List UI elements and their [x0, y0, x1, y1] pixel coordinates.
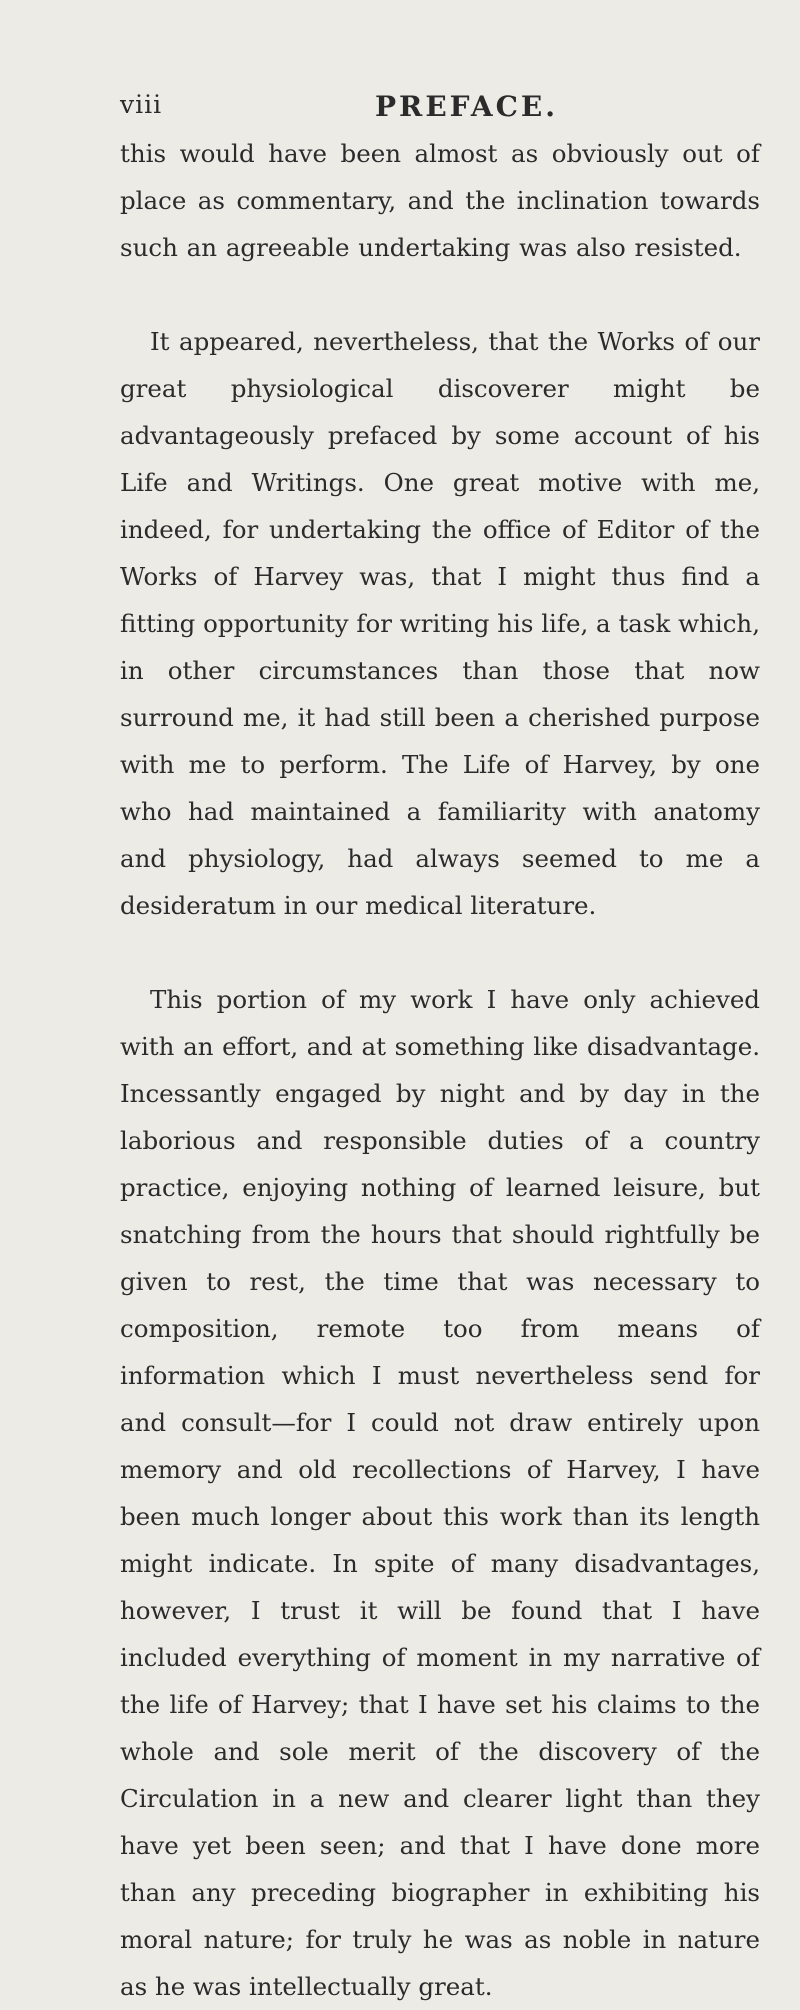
running-head: PREFACE. [375, 90, 559, 123]
paragraph-1: this would have been almost as obviously out of place as commentary, and the inclination towards such an agreeable undertaking was also resisted. [120, 139, 760, 262]
paragraph-3: This portion of my work I have only achieved with an effort, and at something like disadvantage. Incessantly engaged by night and by day in the laborious and responsible duties of a country practice, enjoying nothing of learned leisure, but snatching from the hours that should rightfully be given to rest, the time that was necessary to composition, remote too from means of information which I must nevertheless send for and consult—for I could not draw entirely upon memory and old recollections of Harvey, I have been much longer about this work than its length might indicate. In spite of many disadvantages, however, I trust it will be found that I have included everything of moment in my narrative of the life of Harvey; that I have set his claims to the whole and sole merit of the discovery of the Circulation in a new and clearer light than they have yet been seen; and that I have done more than any preceding biographer in exhibiting his moral nature; for truly he was as noble in nature as he was intellectually great. [120, 985, 760, 2001]
page-header [120, 84, 760, 123]
paragraph-2: It appeared, nevertheless, that the Works of our great physiological discoverer might be advantageously prefaced by some account of his Life and Writings. One great motive with me, indeed, for undertaking the office of Editor of the Works of Harvey was, that I might thus find a fitting opportunity for writing his life, a task which, in other circumstances than those that now surround me, it had still been a cherished purpose with me to perform. The Life of Harvey, by one who had maintained a familiarity with anatomy and physiology, had always seemed to me a desideratum in our medical literature. [120, 327, 760, 920]
page-number: viii [120, 90, 163, 119]
body-text [120, 130, 760, 2010]
